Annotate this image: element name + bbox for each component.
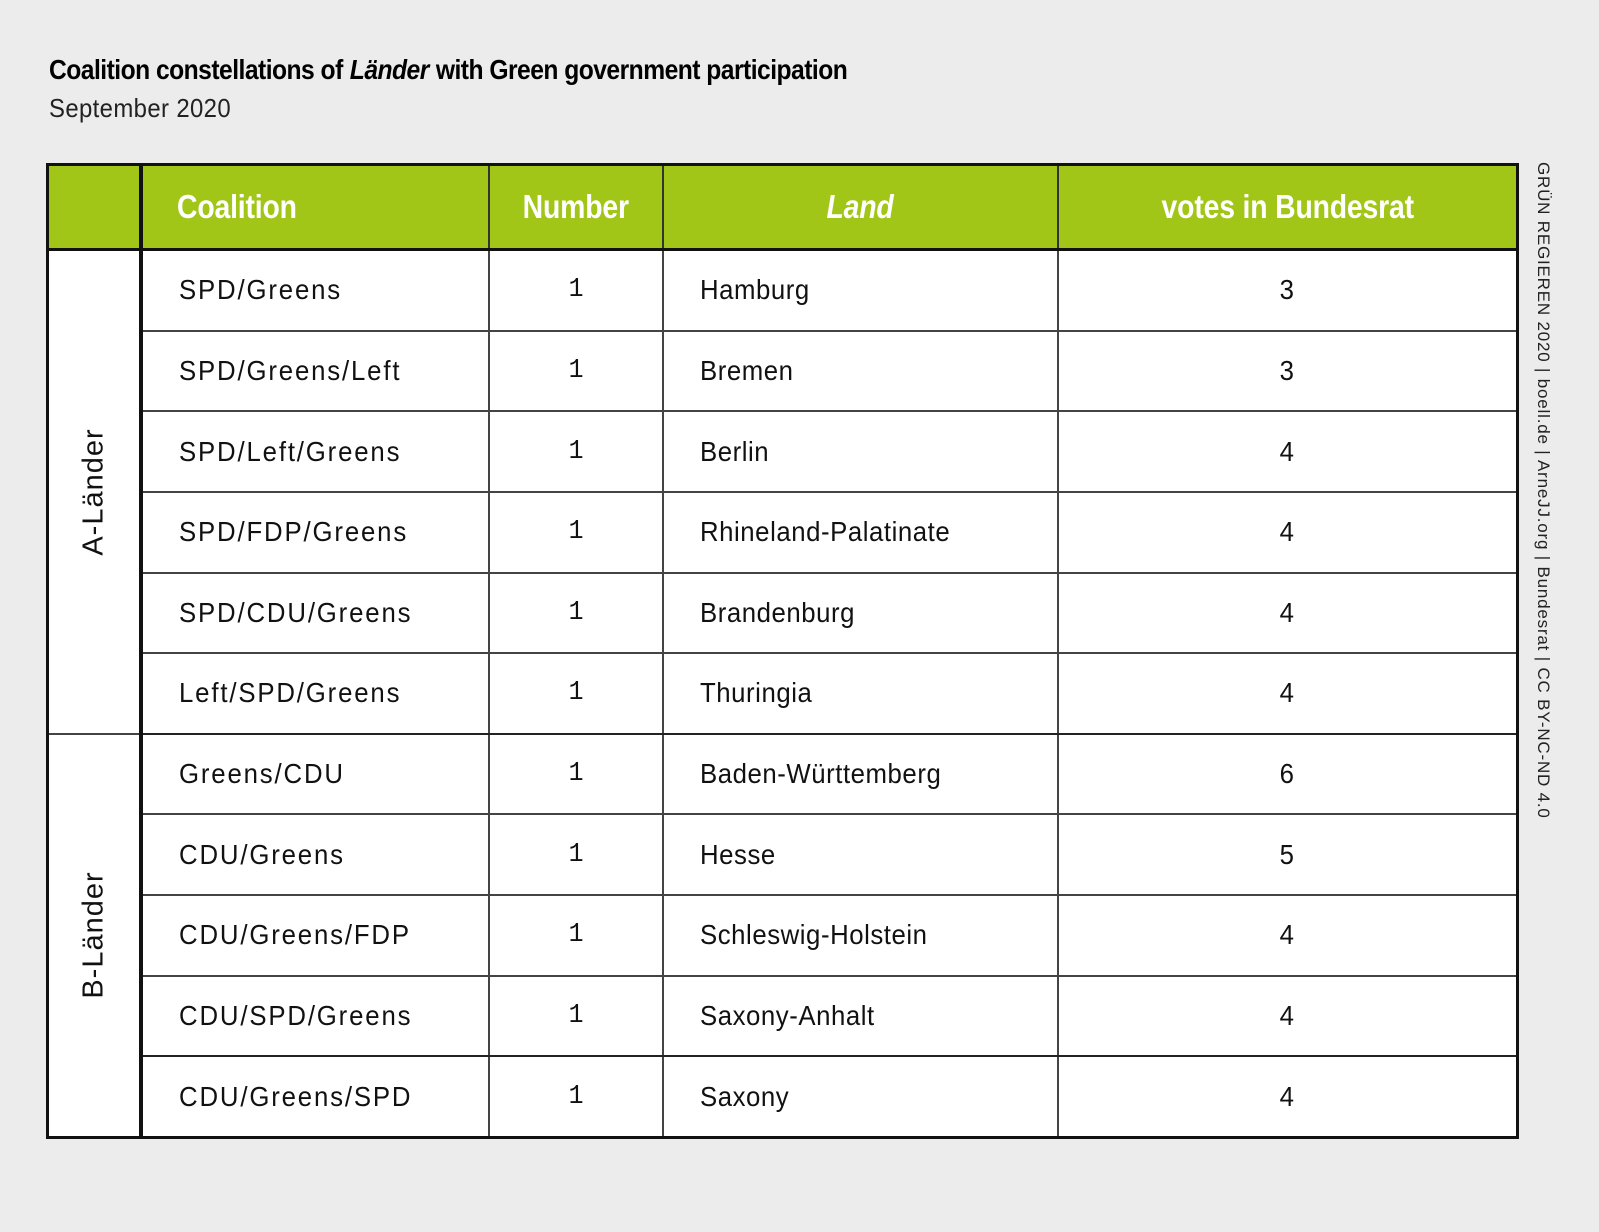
- column-header-votes: votes in Bundesrat: [1058, 166, 1516, 250]
- cell-votes: 4: [1058, 492, 1516, 573]
- column-header-group: [49, 166, 141, 250]
- table-row: [49, 573, 1516, 654]
- table-row: [49, 976, 1516, 1057]
- table-row: [49, 411, 1516, 492]
- source-credit: GRÜN REGIEREN 2020 | boell.de | ArneJJ.org | Bundesrat | CC BY-NC-ND 4.0: [1534, 162, 1553, 819]
- cell-number: 1: [489, 250, 663, 331]
- column-header-land: Land: [663, 166, 1058, 250]
- cell-number: 1: [489, 734, 663, 815]
- cell-number: 1: [489, 411, 663, 492]
- cell-coalition: CDU/Greens/FDP: [141, 895, 489, 976]
- cell-coalition: SPD/CDU/Greens: [141, 573, 489, 654]
- cell-votes: 5: [1058, 814, 1516, 895]
- cell-land: Brandenburg: [663, 573, 1058, 654]
- page-title: [49, 54, 847, 86]
- cell-number: 1: [489, 814, 663, 895]
- cell-votes: 6: [1058, 734, 1516, 815]
- cell-number: 1: [489, 976, 663, 1057]
- cell-votes: 4: [1279, 1080, 1296, 1112]
- cell-land: Rhineland-Palatinate: [663, 492, 1058, 573]
- table-row: [49, 734, 1516, 815]
- cell-votes: 4: [1058, 653, 1516, 734]
- cell-coalition: CDU/SPD/Greens: [141, 976, 489, 1057]
- table-row: [49, 653, 1516, 734]
- cell-land: Saxony-Anhalt: [663, 976, 1058, 1057]
- cell-land: Baden-Württemberg: [663, 734, 1058, 815]
- title-prefix: Coalition constellations of: [49, 54, 343, 85]
- table-header-row: [49, 166, 1516, 250]
- title-emphasis: Länder: [349, 54, 429, 85]
- cell-coalition: SPD/FDP/Greens: [141, 492, 489, 573]
- page-subtitle: September 2020: [49, 93, 232, 123]
- cell-coalition: CDU/Greens: [141, 814, 489, 895]
- coalition-table: [46, 163, 1519, 1139]
- cell-land: Hamburg: [663, 250, 1058, 331]
- cell-number: 1: [489, 895, 663, 976]
- column-header-number: Number: [489, 166, 663, 250]
- table-row: [49, 1056, 1516, 1136]
- cell-votes: 3: [1058, 250, 1516, 331]
- cell-coalition: SPD/Left/Greens: [141, 411, 489, 492]
- table-row: [49, 331, 1516, 412]
- cell-number: 1: [489, 573, 663, 654]
- group-label: B-Länder: [77, 871, 110, 1000]
- cell-land: Berlin: [663, 411, 1058, 492]
- group-cell-a-laender: [49, 250, 141, 734]
- title-suffix: with Green government participation: [435, 54, 848, 85]
- cell-votes: 3: [1058, 331, 1516, 412]
- table-row: [49, 250, 1516, 331]
- cell-land: Schleswig-Holstein: [663, 895, 1058, 976]
- cell-coalition: SPD/Greens/Left: [141, 331, 489, 412]
- cell-coalition: SPD/Greens: [141, 250, 489, 331]
- cell-votes: 4: [1058, 573, 1516, 654]
- table-row: [49, 492, 1516, 573]
- group-label: A-Länder: [77, 428, 110, 556]
- cell-number: 1: [489, 492, 663, 573]
- cell-number: 1: [489, 1056, 663, 1136]
- cell-land: Thuringia: [663, 653, 1058, 734]
- cell-coalition: CDU/Greens/SPD: [141, 1056, 489, 1136]
- cell-coalition: Left/SPD/Greens: [141, 653, 489, 734]
- cell-votes: 4: [1058, 411, 1516, 492]
- cell-number: 1: [489, 331, 663, 412]
- cell-land: Hesse: [663, 814, 1058, 895]
- cell-votes: 4: [1058, 895, 1516, 976]
- cell-land: Saxony: [663, 1056, 1058, 1136]
- group-cell-b-laender: [49, 734, 141, 1136]
- cell-votes: 4: [1058, 976, 1516, 1057]
- table-row: [49, 814, 1516, 895]
- cell-coalition: Greens/CDU: [141, 734, 489, 815]
- column-header-coalition: Coalition: [141, 166, 489, 250]
- cell-number: 1: [489, 653, 663, 734]
- cell-land: Bremen: [663, 331, 1058, 412]
- table-row: [49, 895, 1516, 976]
